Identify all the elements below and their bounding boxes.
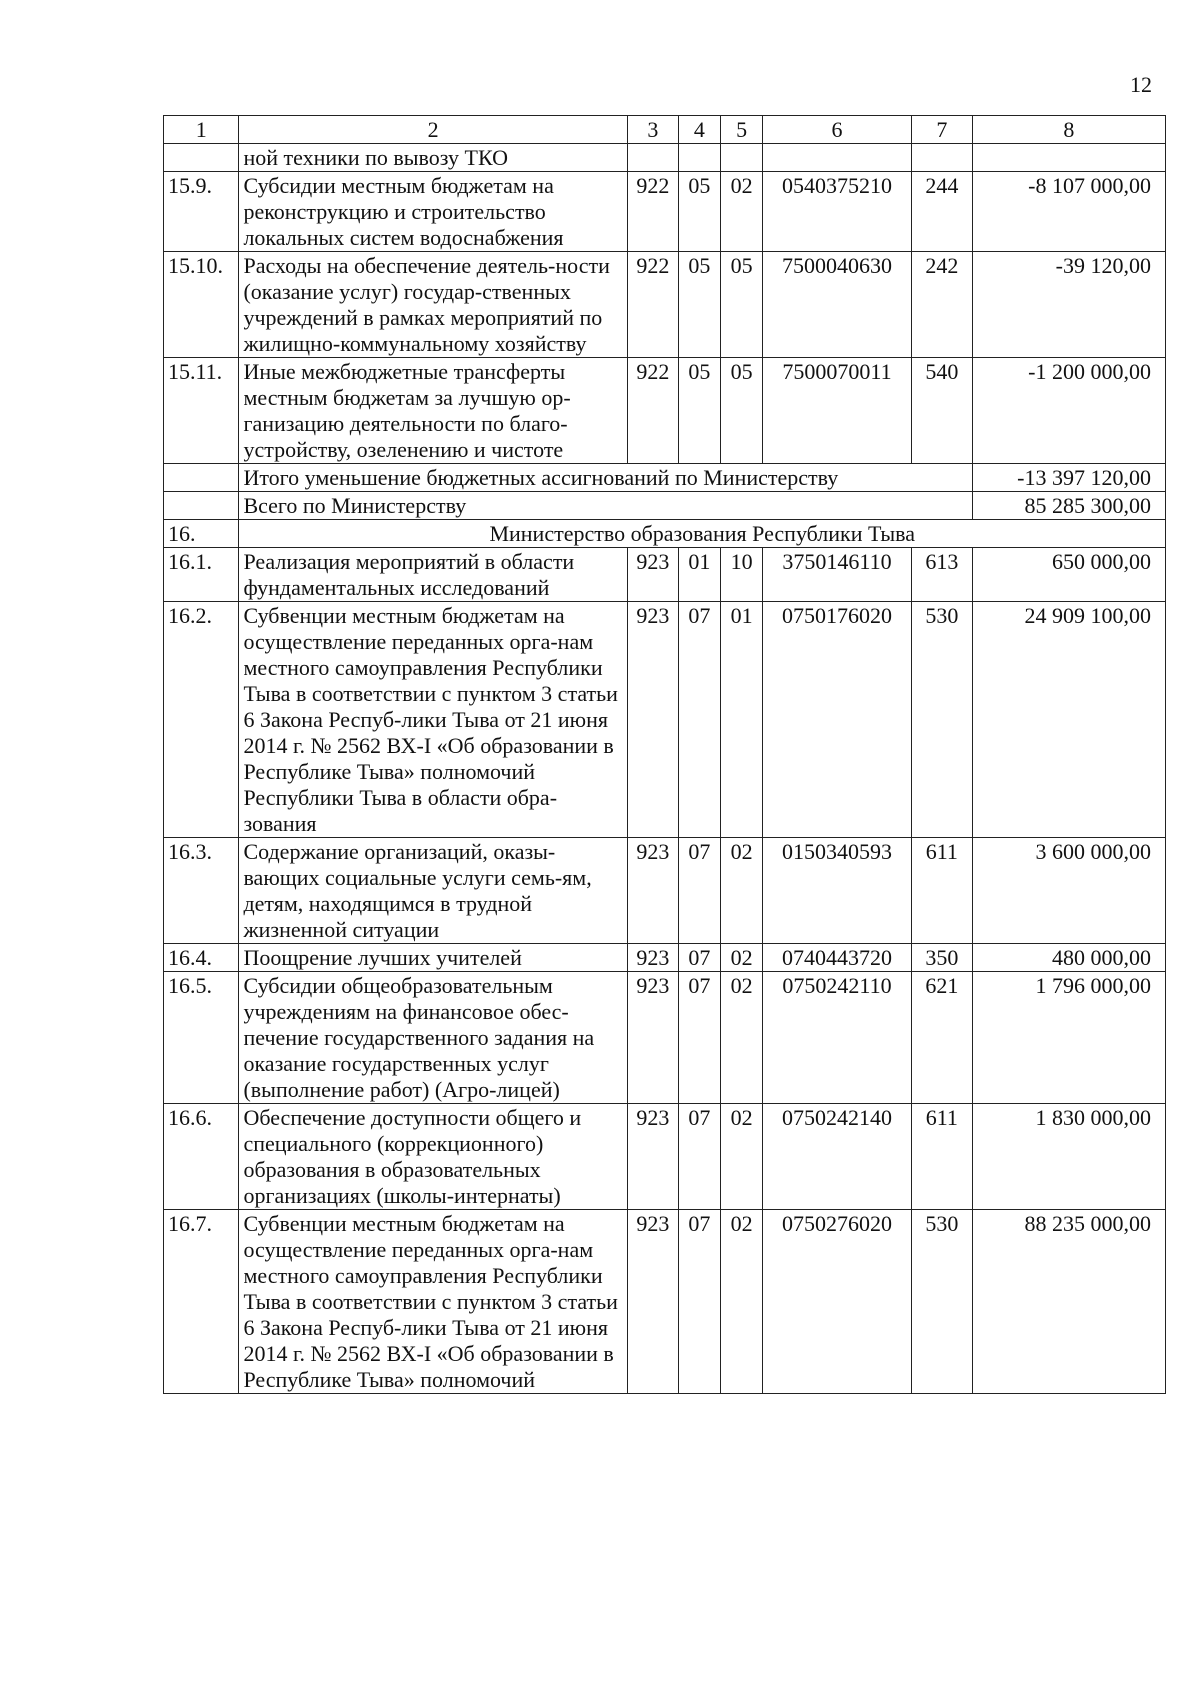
cell-col6: 3750146110 [763, 548, 912, 602]
cell-col3: 923 [627, 1210, 678, 1394]
cell-col7: 621 [911, 972, 972, 1104]
cell-col5 [721, 144, 763, 172]
cell-col4: 05 [678, 172, 720, 252]
cell-col7: 530 [911, 602, 972, 838]
row-description: Субвенции местным бюджетам на осуществление переданных орга-нам местного самоуправления Республики Тыва в соответствии с пунктом 3 статьи 6 Закона Респуб-лики Тыва от 21 июня 2014 г. № 2562 ВХ-I «Об образовании в Республике Тыва» полномочий Республики Тыва в области обра-зования [239, 602, 627, 838]
table-row [164, 972, 1166, 1104]
row-number: 15.9. [164, 172, 239, 252]
cell-col5: 01 [721, 602, 763, 838]
page-number: 12 [1130, 72, 1152, 97]
cell-col6: 0150340593 [763, 838, 912, 944]
cell-col4 [678, 144, 720, 172]
cell-col5: 05 [721, 252, 763, 358]
row-number [164, 144, 239, 172]
cell-col7: 611 [911, 838, 972, 944]
cell-amount: 3 600 000,00 [972, 838, 1165, 944]
cell-col4: 07 [678, 944, 720, 972]
total-decrease-value: -13 397 120,00 [972, 464, 1165, 492]
table-row [164, 144, 1166, 172]
row-number: 16.4. [164, 944, 239, 972]
cell-col5: 05 [721, 358, 763, 464]
cell-col6: 0750276020 [763, 1210, 912, 1394]
cell-col3: 923 [627, 602, 678, 838]
row-number: 16.7. [164, 1210, 239, 1394]
row-number [164, 492, 239, 520]
row-description: Реализация мероприятий в области фундаментальных исследований [239, 548, 627, 602]
header-cell: 1 [164, 116, 239, 144]
cell-col4: 07 [678, 1210, 720, 1394]
cell-col5: 02 [721, 838, 763, 944]
cell-col4: 07 [678, 602, 720, 838]
cell-amount [972, 144, 1165, 172]
header-cell: 7 [911, 116, 972, 144]
table-row [164, 1210, 1166, 1394]
cell-col3: 922 [627, 358, 678, 464]
table-row [164, 358, 1166, 464]
row-number: 15.11. [164, 358, 239, 464]
section-header-row [164, 520, 1166, 548]
row-number [164, 464, 239, 492]
total-decrease-row [164, 464, 1166, 492]
header-row [164, 116, 1166, 144]
total-ministry-row [164, 492, 1166, 520]
row-description: Субсидии местным бюджетам на реконструкцию и строительство локальных систем водоснабжения [239, 172, 627, 252]
cell-amount: -39 120,00 [972, 252, 1165, 358]
cell-col7: 350 [911, 944, 972, 972]
table-row [164, 172, 1166, 252]
row-number: 16.5. [164, 972, 239, 1104]
row-description: Иные межбюджетные трансферты местным бюджетам за лучшую ор-ганизацию деятельности по благо-устройству, озеленению и чистоте [239, 358, 627, 464]
row-number: 16.6. [164, 1104, 239, 1210]
row-description: ной техники по вывозу ТКО [239, 144, 627, 172]
header-cell: 5 [721, 116, 763, 144]
cell-amount: 650 000,00 [972, 548, 1165, 602]
cell-col7: 540 [911, 358, 972, 464]
header-cell: 3 [627, 116, 678, 144]
total-ministry-value: 85 285 300,00 [972, 492, 1165, 520]
budget-table [163, 115, 1166, 1394]
row-description: Субвенции местным бюджетам на осуществление переданных орга-нам местного самоуправления Республики Тыва в соответствии с пунктом 3 статьи 6 Закона Респуб-лики Тыва от 21 июня 2014 г. № 2562 ВХ-I «Об образовании в Республике Тыва» полномочий [239, 1210, 627, 1394]
cell-amount: -1 200 000,00 [972, 358, 1165, 464]
header-cell: 2 [239, 116, 627, 144]
cell-col7: 613 [911, 548, 972, 602]
table-row [164, 838, 1166, 944]
cell-col3 [627, 144, 678, 172]
cell-col5: 02 [721, 172, 763, 252]
header-cell: 8 [972, 116, 1165, 144]
cell-col5: 10 [721, 548, 763, 602]
cell-col6: 0750176020 [763, 602, 912, 838]
table-row [164, 548, 1166, 602]
table-row [164, 602, 1166, 838]
cell-col4: 05 [678, 252, 720, 358]
cell-col3: 922 [627, 172, 678, 252]
row-number: 16.3. [164, 838, 239, 944]
cell-col4: 07 [678, 838, 720, 944]
table-row [164, 944, 1166, 972]
cell-col5: 02 [721, 944, 763, 972]
section-title: Министерство образования Республики Тыва [239, 520, 1166, 548]
table-row [164, 252, 1166, 358]
cell-col6: 0540375210 [763, 172, 912, 252]
cell-amount: 1 830 000,00 [972, 1104, 1165, 1210]
row-description: Содержание организаций, оказы-вающих социальные услуги семь-ям, детям, находящимся в трудной жизненной ситуации [239, 838, 627, 944]
row-description: Обеспечение доступности общего и специального (коррекционного) образования в образовательных организациях (школы-интернаты) [239, 1104, 627, 1210]
cell-col4: 07 [678, 972, 720, 1104]
cell-col6: 0740443720 [763, 944, 912, 972]
cell-col5: 02 [721, 1210, 763, 1394]
row-description: Поощрение лучших учителей [239, 944, 627, 972]
cell-col5: 02 [721, 1104, 763, 1210]
cell-col6: 7500040630 [763, 252, 912, 358]
cell-col6: 0750242140 [763, 1104, 912, 1210]
cell-col7: 530 [911, 1210, 972, 1394]
cell-col5: 02 [721, 972, 763, 1104]
cell-col7: 244 [911, 172, 972, 252]
total-decrease-label: Итого уменьшение бюджетных ассигнований по Министерству [239, 464, 972, 492]
cell-amount: 480 000,00 [972, 944, 1165, 972]
cell-col3: 923 [627, 838, 678, 944]
cell-col3: 923 [627, 1104, 678, 1210]
cell-col3: 922 [627, 252, 678, 358]
table-row [164, 1104, 1166, 1210]
row-number: 16.1. [164, 548, 239, 602]
cell-amount: -8 107 000,00 [972, 172, 1165, 252]
row-number: 15.10. [164, 252, 239, 358]
row-description: Расходы на обеспечение деятель-ности (оказание услуг) государ-ственных учреждений в рамках мероприятий по жилищно-коммунальному хозяйству [239, 252, 627, 358]
cell-col4: 05 [678, 358, 720, 464]
total-ministry-label: Всего по Министерству [239, 492, 972, 520]
cell-col7: 242 [911, 252, 972, 358]
header-cell: 4 [678, 116, 720, 144]
cell-col6: 0750242110 [763, 972, 912, 1104]
row-number: 16.2. [164, 602, 239, 838]
cell-col4: 01 [678, 548, 720, 602]
row-description: Субсидии общеобразовательным учреждениям на финансовое обес-печение государственного задания на оказание государственных услуг (выполнение работ) (Агро-лицей) [239, 972, 627, 1104]
section-number: 16. [164, 520, 239, 548]
cell-col7: 611 [911, 1104, 972, 1210]
cell-col3: 923 [627, 944, 678, 972]
cell-amount: 1 796 000,00 [972, 972, 1165, 1104]
cell-col7 [911, 144, 972, 172]
cell-col3: 923 [627, 548, 678, 602]
cell-amount: 88 235 000,00 [972, 1210, 1165, 1394]
cell-amount: 24 909 100,00 [972, 602, 1165, 838]
cell-col4: 07 [678, 1104, 720, 1210]
cell-col3: 923 [627, 972, 678, 1104]
cell-col6 [763, 144, 912, 172]
header-cell: 6 [763, 116, 912, 144]
cell-col6: 7500070011 [763, 358, 912, 464]
